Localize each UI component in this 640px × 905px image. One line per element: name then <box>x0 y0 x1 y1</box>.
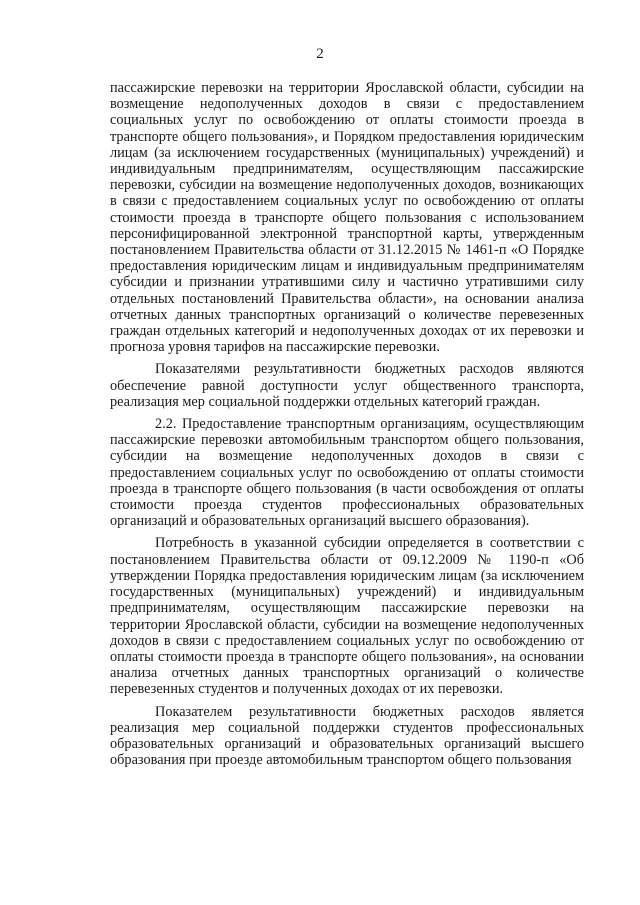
paragraph-subsidy-need: Потребность в указанной субсидии определяется в соответствии с постановлением Правительства области от 09.12.2009 № 1190-п «Об утверждении Порядка предоставления юридическим лицам (за исключением государственных (муниципальных) учреждений) и индивидуальным предпринимателям, осуществляющим пассажирские перевозки на территории Ярославской области, субсидии на возмещение недополученных доходов в связи с предоставлением социальных услуг по освобождению от оплаты стоимости проезда в транспорте общего пользования», на основании анализа отчетных данных транспортных организаций о количестве перевезенных студентов и полученных доходах от их перевозки. <box>110 535 584 698</box>
page-number: 2 <box>316 46 324 62</box>
paragraph-continuation: пассажирские перевозки на территории Ярославской области, субсидии на возмещение недополученных доходов в связи с предоставлением социальных услуг по освобождению от оплаты стоимости проезда в транспорте общего пользования», и Порядком предоставления юридическим лицам (за исключением государственных (муниципальных) учреждений) и индивидуальным предпринимателям, осуществляющим пассажирские перевозки, субсидии на возмещение недополученных доходов, возникающих в связи с предоставлением социальных услуг по освобождению от оплаты стоимости проезда в транспорте общего пользования с использованием персонифицированной электронной транспортной карты, утвержденным постановлением Правительства области от 31.12.2015 № 1461-п «О Порядке предоставления юридическим лицам и индивидуальным предпринимателям субсидии и признании утратившими силу и частично утратившими силу отдельных постановлений Правительства области», на основании анализа отчетных данных транспортных организаций о количестве перевезенных граждан отдельных категорий и недополученных доходах от их перевозки и прогноза уровня тарифов на пассажирские перевозки. <box>110 80 584 356</box>
paragraph-item-2-2: 2.2. Предоставление транспортным организациям, осуществляющим пассажирские перевозки автомобильным транспортом общего пользования, субсидии на возмещение недополученных доходов в связи с предоставлением социальных услуг по освобождению от оплаты стоимости проезда в транспорте общего пользования (в части освобождения от оплаты стоимости проезда студентов профессиональных образовательных организаций и образовательных организаций высшего образования). <box>110 416 584 530</box>
paragraph-performance-indicator: Показателем результативности бюджетных расходов является реализация мер социальной поддержки студентов профессиональных образовательных организаций и образовательных организаций высшего образования при проезде автомобильным транспортом общего пользования <box>110 703 584 769</box>
paragraph-performance-indicators: Показателями результативности бюджетных расходов являются обеспечение равной доступности услуг общественного транспорта, реализация мер социальной поддержки отдельных категорий граждан. <box>110 361 584 410</box>
document-body <box>110 80 584 774</box>
